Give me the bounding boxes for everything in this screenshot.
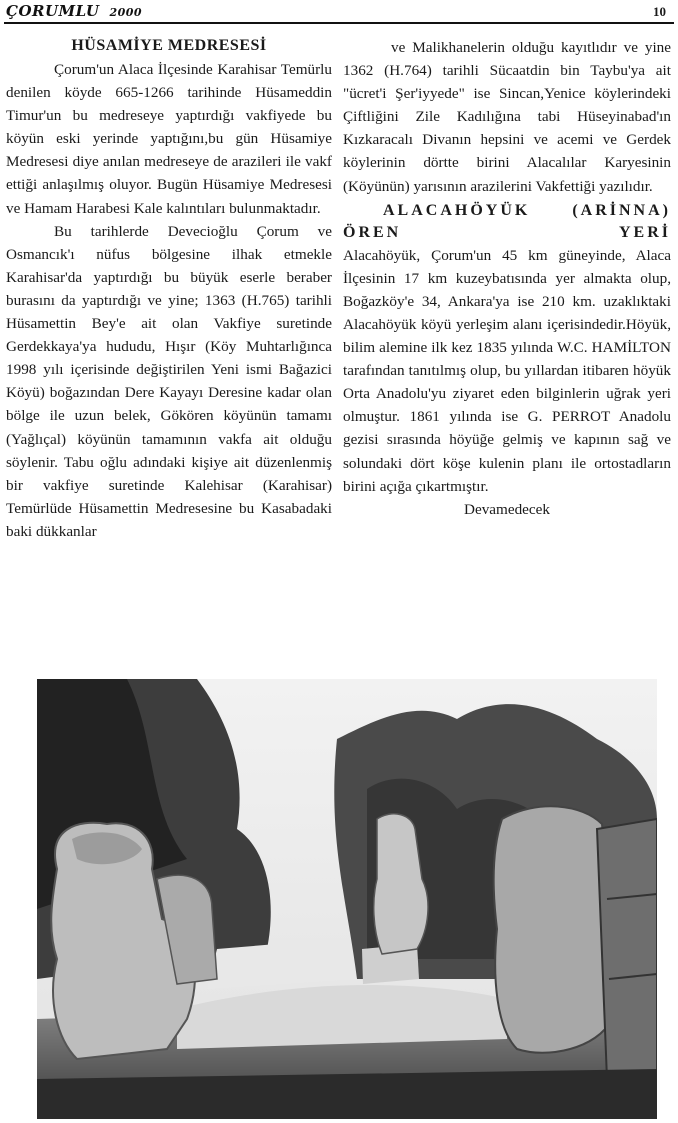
- magazine-brand: [6, 2, 142, 20]
- magazine-year: 2000: [109, 6, 143, 19]
- header-rule: [4, 22, 674, 24]
- page-number: 10: [653, 4, 666, 19]
- section-heading-line-2: ÖREN YERİ: [343, 223, 671, 241]
- magazine-name: ÇORUMLU: [6, 2, 100, 20]
- photo-illustration: [37, 679, 657, 1119]
- article-paragraph-1: Çorum'un Alaca İlçesinde Karahisar Temürlu denilen köyde 665-1266 tarihinde Hüsameddin Timur'un bu medreseye yaptırdığı vakfiyede bu köyün eski yerinde yaptığını,bu gün Hüsamiye Medresesi diye anılan medreseye de arazileri ile vakf ettiği anlaşılmış oluyor. Bugün Hüsamiye Medresesi ve Hamam Harabesi Kale kalıntıları bulunmaktadır.: [6, 61, 332, 217]
- continued-note: Devamedecek: [463, 500, 550, 518]
- section-heading-line-1: ALACAHÖYÜK (ARİNNA): [383, 201, 671, 219]
- section-heading: [343, 200, 671, 244]
- left-column: [6, 36, 332, 543]
- article-paragraph-2: Bu tarihlerde Devecioğlu Çorum ve Osmancık'ı nüfus bölgesine ilhak etmekle Karahisar'da yaptırdığı bu büyük eserle beraber burasını da yaptırdığı ve yine; 1363 (H.765) tarihli Hüsamettin Bey'e ait olan Vakfiye suretinde Gerdekkaya'ya hududu, Hışır (Köy Muhtarlığınca 1998 yılı içerisinde değiştirilen Yeni ismi Bağazici Köyü) boğazından Dere Kayayı Deresine kadar olan bölge ile uzun belek, Gökören köyünün tamamı (Yağlıçal) köyünün tamamının vakfa ait olduğu söylenir. Tabu oğlu adındaki kişiye ait düzenlenmiş bir vakfiye suretinde Kalehisar (Karahisar) Temürlüde Hüsamettin Medresesine bu Kasabadaki baki dükkanlar: [6, 222, 332, 540]
- ruins-photograph: [37, 679, 657, 1119]
- section-body: Alacahöyük, Çorum'un 45 km güneyinde, Alaca İlçesinin 17 km kuzeybatısında yer almakta olup, Boğazköy'e 34, Ankara'ya ise 210 km. uzaklıktaki Alacahöyük köyü yerleşim alanı içerisindedir.Höyük, bilim alemine ilk kez 1835 yılında W.C. HAMİLTON tarafından tanıtılmış olup, bu yıllardan itibaren höyük Orta Anadolu'yu ziyaret eden bilginlerin uğrak yeri olmuştur. 1861 yılında ise G. PERROT Anadolu gezisi sırasında höyüğe gelmiş ve kapının sağ ve solundaki dört köşe kulenin planı ile ortostadların birini açığa çıkartmıştır.: [343, 246, 671, 495]
- article-continuation: ve Malikhanelerin olduğu kayıtlıdır ve yine 1362 (H.764) tarihli Sücaatdin bin Taybu'ya ait "ücret'i Şer'iyyede" ise Sincan,Yenice köylerindeki Çiftliğini Zile Kadılığına tabi Hüseyinabad'ın Kızkaracalı Divanın hepsini ve acemi ve Gerdek köylerinin dörtte birini Alacalılar Karyesinin (Köyünün) yarısının arazilerini Vakfettiği yazılıdır.: [343, 39, 671, 195]
- page-header: [6, 2, 672, 22]
- right-column: [343, 36, 671, 521]
- article-title: HÜSAMİYE MEDRESESİ: [71, 37, 267, 54]
